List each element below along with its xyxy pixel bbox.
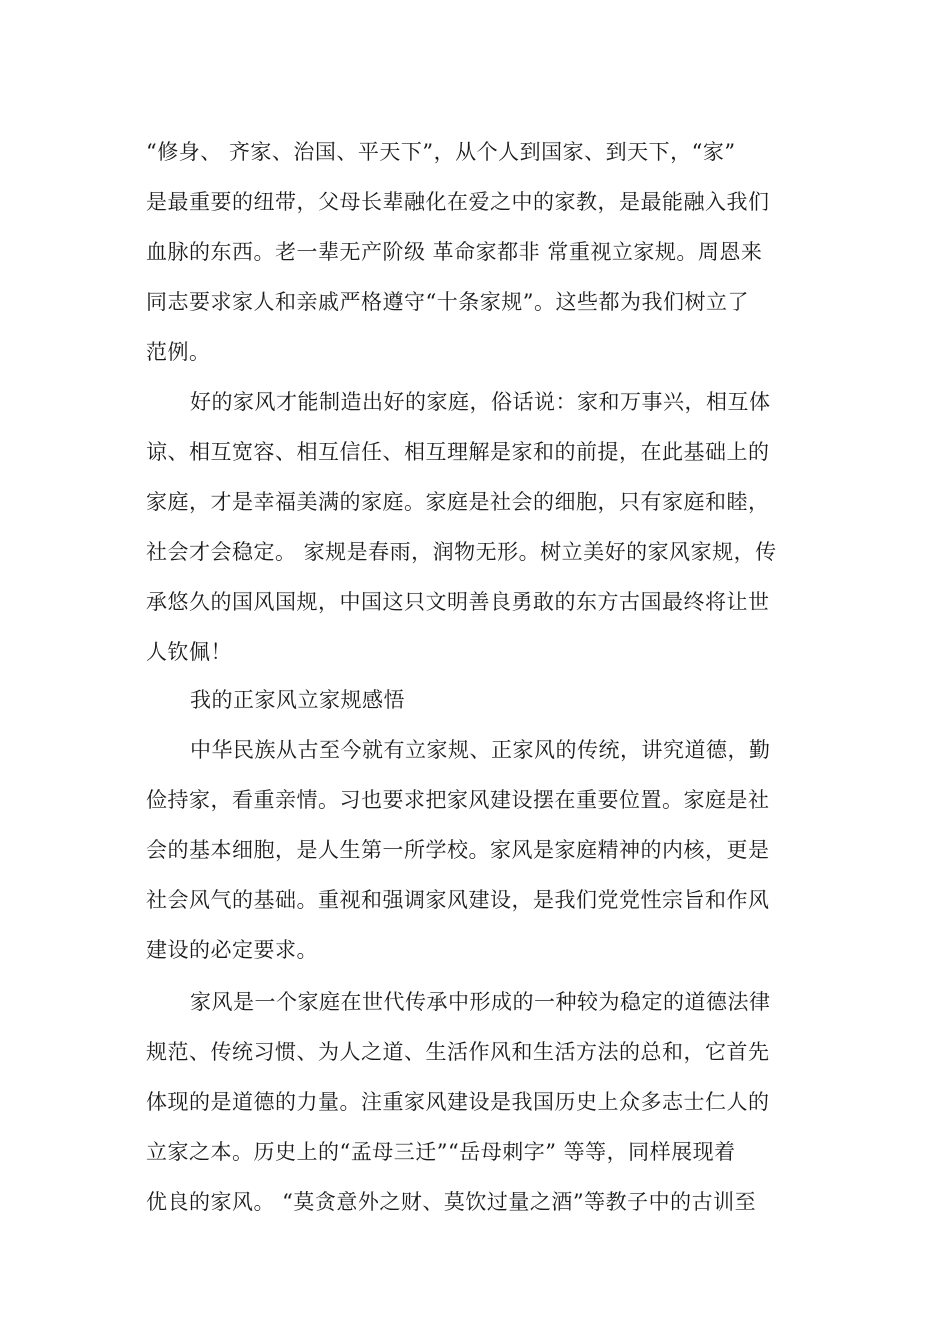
text-line: 血脉的东西。老一辈无产阶级 革命家都非 常重视立家规。周恩来 (146, 240, 763, 264)
text-line: 承悠久的国风国规，中国这只文明善良勇敢的东方古国最终将让世 (146, 590, 770, 614)
text-line: 建设的必定要求。 (146, 938, 318, 962)
text-line: 同志要求家人和亲戚严格遵守“十条家规”。这些都为我们树立了 (146, 290, 749, 314)
text-line: “修身、 齐家、治国、平天下”，从个人到国家、到天下，“家” (146, 140, 736, 164)
text-line: 社会才会稳定。 家规是春雨，润物无形。树立美好的家风家规，传 (146, 540, 777, 564)
section-heading: 我的正家风立家规感悟 (190, 688, 405, 712)
text-line: 范例。 (146, 340, 211, 364)
text-line: 谅、相互宽容、相互信任、相互理解是家和的前提，在此基础上的 (146, 440, 770, 464)
text-line: 家庭，才是幸福美满的家庭。家庭是社会的细胞，只有家庭和睦， (146, 490, 770, 514)
text-line: 是最重要的纽带，父母长辈融化在爱之中的家教，是最能融入我们 (146, 190, 770, 214)
text-line: 规范、传统习惯、为人之道、生活作风和生活方法的总和，它首先 (146, 1040, 770, 1064)
text-line: 俭持家，看重亲情。习也要求把家风建设摆在重要位置。家庭是社 (146, 788, 770, 812)
text-line: 人钦佩！ (146, 640, 232, 664)
text-line: 社会风气的基础。重视和强调家风建设，是我们党党性宗旨和作风 (146, 888, 770, 912)
text-line: 家风是一个家庭在世代传承中形成的一种较为稳定的道德法律 (190, 990, 771, 1014)
text-line: 优良的家风。 “莫贪意外之财、莫饮过量之酒”等教子中的古训至 (146, 1190, 757, 1214)
text-line: 好的家风才能制造出好的家庭，俗话说：家和万事兴，相互体 (190, 390, 771, 414)
text-line: 会的基本细胞，是人生第一所学校。家风是家庭精神的内核，更是 (146, 838, 770, 862)
text-line: 中华民族从古至今就有立家规、正家风的传统，讲究道德，勤 (190, 738, 771, 762)
text-line: 立家之本。历史上的“孟母三迁”“岳母刺字” 等等，同样展现着 (146, 1140, 736, 1164)
text-line: 体现的是道德的力量。注重家风建设是我国历史上众多志士仁人的 (146, 1090, 770, 1114)
